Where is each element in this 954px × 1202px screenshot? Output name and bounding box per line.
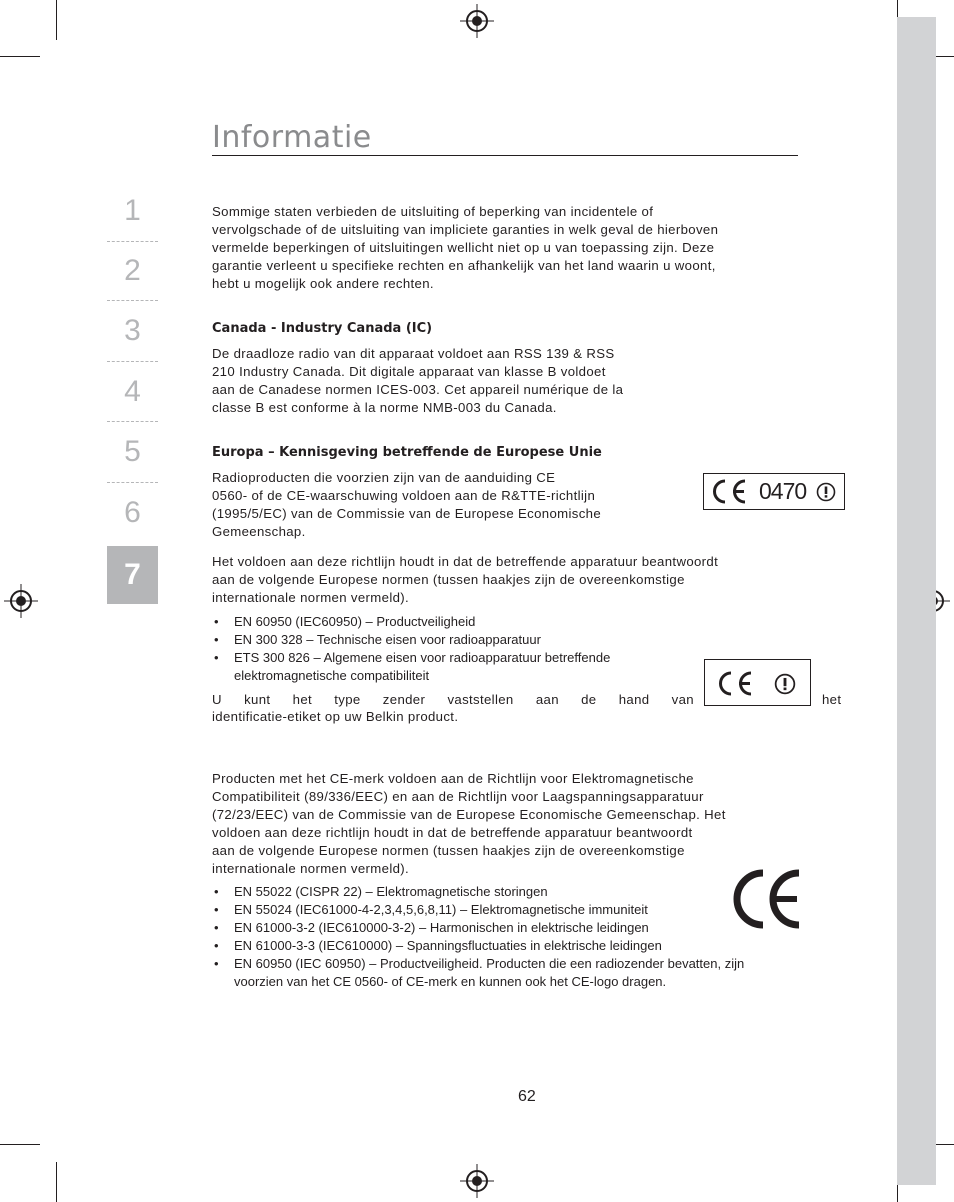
registration-mark-icon <box>4 584 38 618</box>
text-line: Radioproducten die voorzien zijn van de aanduiding CE <box>212 470 556 485</box>
chapter-tab-1[interactable]: 1 <box>124 194 141 227</box>
alert-icon <box>774 673 796 695</box>
list-item-text: ETS 300 826 – Algemene eisen voor radioapparatuur betreffende <box>234 650 611 665</box>
text-line: De draadloze radio van dit apparaat voldoet aan RSS 139 & RSS <box>212 346 615 361</box>
list-item-text: voorzien van het CE 0560- of CE-merk en kunnen ook het CE-logo dragen. <box>234 974 667 989</box>
chapter-tab-2[interactable]: 2 <box>124 254 141 287</box>
alert-icon <box>816 482 836 502</box>
chapter-separator <box>107 482 158 483</box>
text-line: aan de volgende Europese normen (tussen haakjes zijn de overeenkomstige <box>212 843 685 858</box>
page-number: 62 <box>518 1088 536 1105</box>
text-line: vermelde beperkingen of uitsluitingen wellicht niet op u van toepassing zijn. Deze <box>212 240 715 255</box>
ce-0470-mark <box>703 473 845 510</box>
text-line: Compatibiliteit (89/336/EEC) en aan de Richtlijn voor Laagspanningsapparatuur <box>212 789 704 804</box>
text-line: aan de volgende Europese normen (tussen haakjes zijn de overeenkomstige <box>212 572 685 587</box>
text-line: Het voldoen aan deze richtlijn houdt in dat de betreffende apparatuur beantwoordt <box>212 554 719 569</box>
ce-mark-number: 0470 <box>759 478 807 504</box>
europe-heading: Europa – Kennisgeving betreffende de Europese Unie <box>212 445 602 460</box>
text-line: aan de Canadese normen ICES-003. Cet appareil numérique de la <box>212 382 624 397</box>
registration-mark-icon <box>460 4 494 38</box>
europe-standards-list <box>212 613 610 685</box>
chapter-tab-6[interactable]: 6 <box>124 496 141 529</box>
text-line: voldoen aan deze richtlijn houdt in dat de betreffende apparatuur beantwoordt <box>212 825 693 840</box>
list-item <box>212 649 610 685</box>
text-line: (1995/5/EC) van de Commissie van de Europese Economische <box>212 506 602 521</box>
list-item: • EN 300 328 – Technische eisen voor radioapparatuur <box>212 631 610 649</box>
list-item: • EN 55022 (CISPR 22) – Elektromagnetische storingen <box>212 883 744 901</box>
chapter-tab-5[interactable]: 5 <box>124 435 141 468</box>
text-line: garantie verleent u specifieke rechten en afhankelijk van het land waarin u woont, <box>212 258 716 273</box>
chapter-separator <box>107 361 158 362</box>
text-line: hebt u mogelijk ook andere rechten. <box>212 276 434 291</box>
canada-heading: Canada - Industry Canada (IC) <box>212 321 433 336</box>
chapter-separator <box>107 421 158 422</box>
crop-mark <box>0 1144 40 1145</box>
list-item: • EN 55024 (IEC61000-4-2,3,4,5,6,8,11) – Elektromagnetische immuniteit <box>212 901 744 919</box>
list-item: • EN 61000-3-2 (IEC610000-3-2) – Harmonischen in elektrische leidingen <box>212 919 744 937</box>
identify-line-2: identificatie-etiket op uw Belkin product. <box>212 709 459 724</box>
text-line: Gemeenschap. <box>212 524 306 539</box>
chapter-tab-3[interactable]: 3 <box>124 314 141 347</box>
ce-alert-mark <box>704 659 811 706</box>
identify-line-end: het <box>822 692 842 707</box>
text-line: (72/23/EEC) van de Commissie van de Europese Economische Gemeenschap. Het <box>212 807 726 822</box>
crop-mark <box>0 56 40 57</box>
text-line: Producten met het CE-merk voldoen aan de Richtlijn voor Elektromagnetische <box>212 771 694 786</box>
list-item: • EN 61000-3-3 (IEC610000) – Spanningsfluctuaties in elektrische leidingen <box>212 937 744 955</box>
side-bar <box>897 17 936 1185</box>
list-item: • EN 60950 (IEC60950) – Productveiligheid <box>212 613 610 631</box>
crop-mark <box>56 0 57 40</box>
crop-mark <box>56 1162 57 1202</box>
registration-mark-icon <box>460 1164 494 1198</box>
text-line: vervolgschade of de uitsluiting van impliciete garanties in welk geval de hierboven <box>212 222 719 237</box>
text-line: internationale normen vermeld). <box>212 590 410 605</box>
text-line: classe B est conforme à la norme NMB-003 du Canada. <box>212 400 557 415</box>
list-item <box>212 955 744 991</box>
ce-logo-icon <box>709 478 749 505</box>
chapter-separator <box>107 300 158 301</box>
chapter-tab-7-active[interactable]: 7 <box>107 546 158 604</box>
text-line: 0560- of de CE-waarschuwing voldoen aan de R&TTE-richtlijn <box>212 488 596 503</box>
list-item-text: EN 60950 (IEC 60950) – Productveiligheid. Producten die een radiozender bevatten, zijn <box>234 956 745 971</box>
ce-logo-icon <box>715 670 755 697</box>
list-item-text: elektromagnetische compatibiliteit <box>234 668 430 683</box>
text-line: internationale normen vermeld). <box>212 861 410 876</box>
ce-standards-list <box>212 883 744 991</box>
title-underline <box>212 155 798 156</box>
chapter-tab-4[interactable]: 4 <box>124 375 141 408</box>
text-line: 210 Industry Canada. Dit digitale apparaat van klasse B voldoet <box>212 364 606 379</box>
text-line: Sommige staten verbieden de uitsluiting of beperking van incidentele of <box>212 204 654 219</box>
identify-line-start: U kunt het type zender vaststellen aan de hand van <box>212 692 694 707</box>
page-title: Informatie <box>212 120 372 155</box>
